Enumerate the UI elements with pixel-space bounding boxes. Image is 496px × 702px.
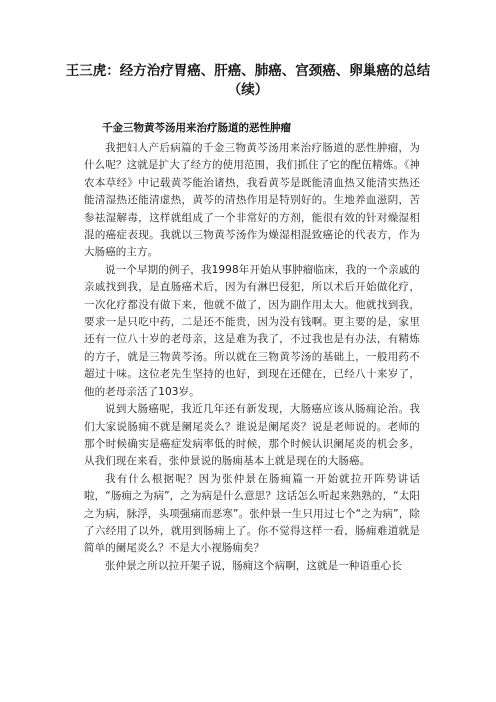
paragraph: 张仲景之所以拉开架子说，肠痈这个病啊，这就是一种语重心长 — [105, 559, 402, 572]
paragraph: 我把妇人产后病篇的千金三物黄芩汤用来治疗肠道的恶性肿瘤，为什么呢？这就是扩大了经方的使用范围，我们抓住了它的配伍精炼。《神农本草经》中记载黄芩能治诸热，我看黄芩是既能清血热又能清实热还能清湿热还能清虚热，黄芩的清热作用是特别好的。生地养血滋阴，苦参祛湿解毒，这样就组成了一个非常好的方剂，能很有效的针对燥湿相混的癌症表现。我就以三物黄芩汤作为燥湿相混致癌论的代表方，作为大肠癌的主方。 — [84, 142, 420, 259]
document-title-continued: （续） — [227, 82, 269, 98]
paragraph: 我有什么根据呢？因为张仲景在肠痈篇一开始就拉开阵势讲话啦，“肠痈之为病”，之为病是什么意思？这话怎么听起来熟熟的，“太阳之为病，脉浮，头项强痛而恶寒”。张仲景一生只用过七个“之为病”，除了六经用了以外，就用到肠痈上了。你不觉得这样一看，肠痈难道就是简单的阑尾炎么？不是大小视肠痈矣？ — [84, 472, 420, 555]
paragraph: 说一个早期的例子，我1998年开始从事肿瘤临床，我的一个亲戚的亲戚找到我，是直肠癌术后，因为有淋巴侵犯，所以术后开始做化疗，一次化疗都没有做下来，他就不做了，因为副作用太大。他就找到我，要求一是只吃中药，二是还不能贵，因为没有钱啊。更主要的是，家里还有一位八十岁的老母亲，这是难为我了，不过我也是有办法，有精炼的方子，就是三物黄芩汤。所以就在三物黄芩汤的基础上，一般用药不超过十味。这位老先生坚持的也好，到现在还健在，已经八十来岁了，他的老母亲活了103岁。 — [84, 263, 420, 398]
paragraph: 说到大肠癌呢，我近几年还有新发现，大肠癌应该从肠痈论治。我们大家说肠痈不就是阑尾炎么？谁说是阑尾炎？说是老师说的。老师的那个时候确实是癌症发病率低的时候，那个时候认识阑尾炎的机会多，从我们现在来看，张仲景说的肠痈基本上就是现在的大肠癌。 — [84, 403, 420, 468]
document-title: 王三虎：经方治疗胃癌、肝癌、肺癌、宫颈癌、卵巢癌的总结 — [65, 63, 431, 79]
section-heading: 千金三物黄芩汤用来治疗肠道的恶性肿瘤 — [102, 122, 291, 134]
document-body — [84, 140, 420, 575]
